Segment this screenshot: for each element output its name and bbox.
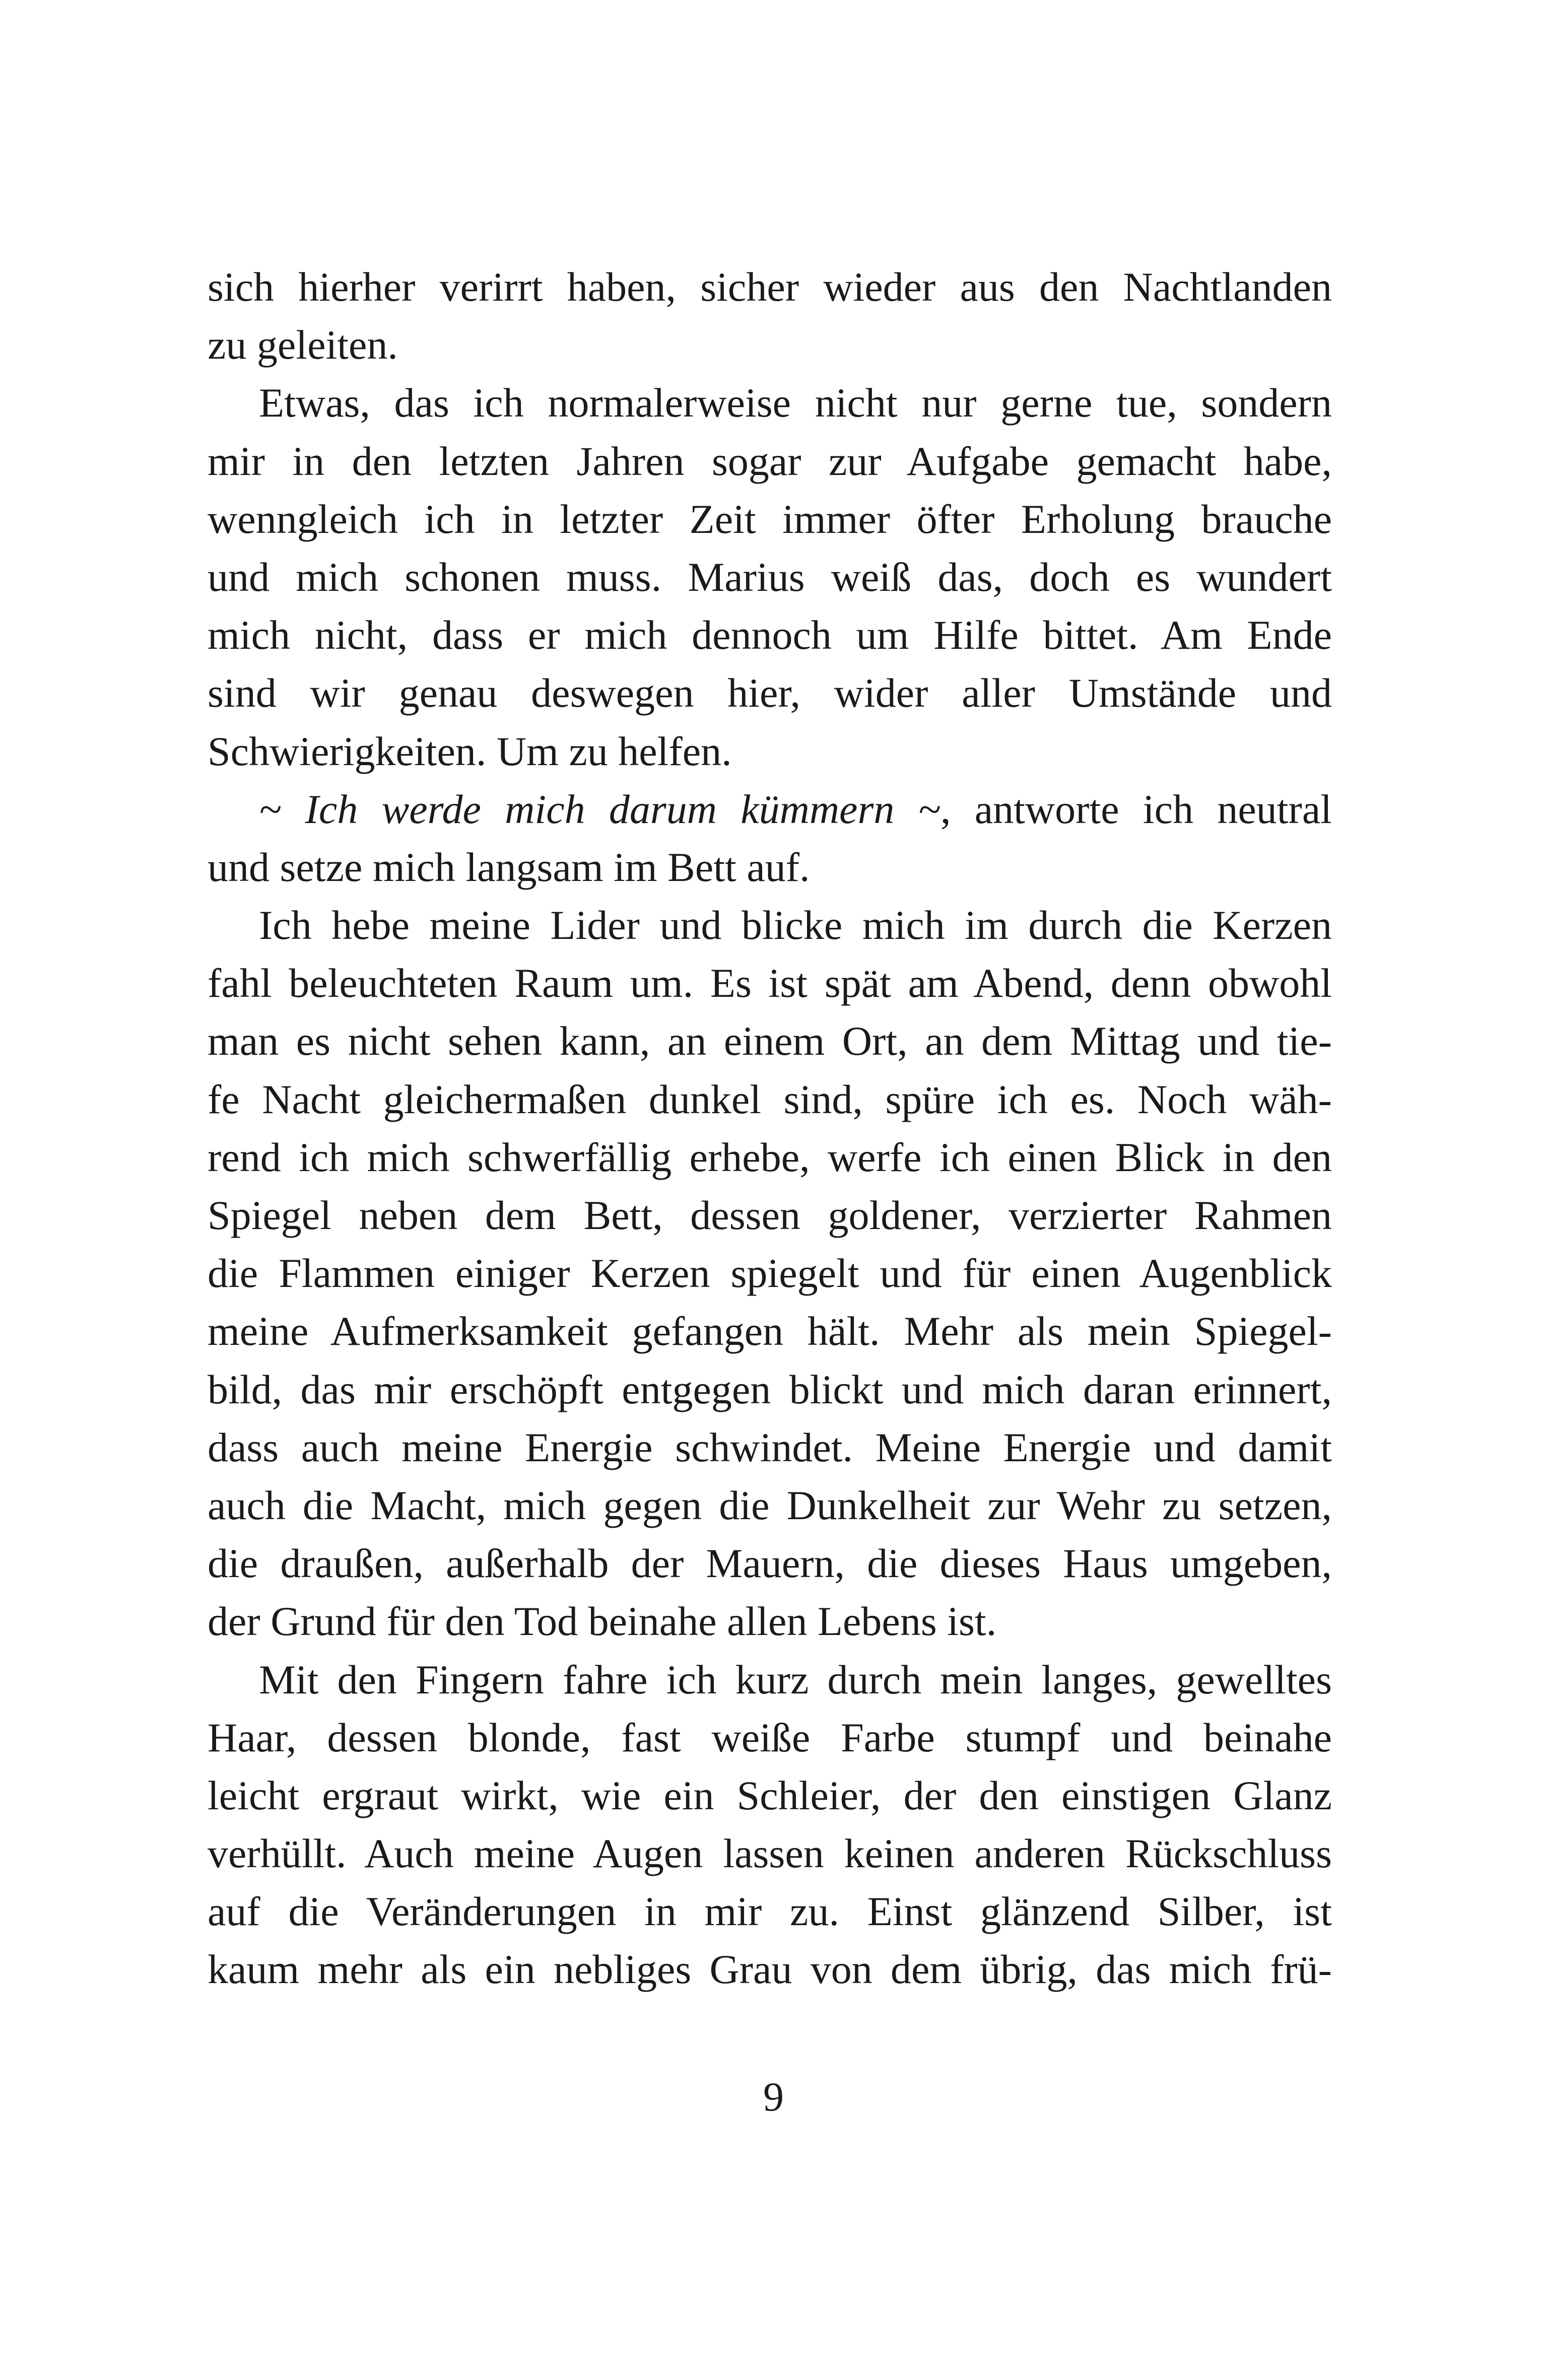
text-line: und mich schonen muss. Marius weiß das, doch es wundert — [208, 554, 1332, 600]
text-line: sind wir genau deswegen hier, wider aller Umstände und — [208, 670, 1332, 716]
text-line: der Grund für den Tod beinahe allen Lebens ist. — [208, 1598, 997, 1645]
text-line — [208, 780, 1332, 838]
text-line: Spiegel neben dem Bett, dessen goldener, verzierter Rahmen — [208, 1192, 1332, 1238]
text-line: fe Nacht gleichermaßen dunkel sind, spüre ich es. Noch wäh- — [208, 1076, 1332, 1122]
italic-speech: ~ Ich werde mich darum kümmern ~ — [259, 786, 940, 832]
text-line: bild, das mir erschöpft entgegen blickt und mich daran erinnert, — [208, 1366, 1332, 1412]
text-line: dass auch meine Energie schwindet. Meine Energie und damit — [208, 1424, 1332, 1470]
text-line: auf die Veränderungen in mir zu. Einst glänzend Silber, ist — [208, 1888, 1332, 1935]
text-line: die Flammen einiger Kerzen spiegelt und für einen Augenblick — [208, 1250, 1332, 1297]
text-line: wenngleich ich in letzter Zeit immer öfter Erholung brauche — [208, 496, 1332, 542]
text-line: mir in den letzten Jahren sogar zur Aufgabe gemacht habe, — [208, 438, 1332, 484]
text-line: und setze mich langsam im Bett auf. — [208, 844, 810, 890]
body-text — [208, 258, 1332, 1999]
text-line: Ich hebe meine Lider und blicke mich im durch die Kerzen — [259, 902, 1332, 948]
text-line: Mit den Fingern fahre ich kurz durch mein langes, gewelltes — [259, 1656, 1332, 1703]
text-line: die draußen, außerhalb der Mauern, die dieses Haus umgeben, — [208, 1540, 1332, 1587]
text-line: mich nicht, dass er mich dennoch um Hilfe bittet. Am Ende — [208, 612, 1332, 658]
text-line: zu geleiten. — [208, 322, 398, 368]
text-line: kaum mehr als ein nebliges Grau von dem übrig, das mich frü- — [208, 1946, 1332, 1993]
page-number: 9 — [763, 2074, 784, 2120]
text-line: man es nicht sehen kann, an einem Ort, an dem Mittag und tie- — [208, 1018, 1332, 1064]
text-line: auch die Macht, mich gegen die Dunkelheit zur Wehr zu setzen, — [208, 1482, 1332, 1528]
text-line: fahl beleuchteten Raum um. Es ist spät am Abend, denn obwohl — [208, 960, 1332, 1006]
text-line: sich hierher verirrt haben, sicher wieder aus den Nachtlanden — [208, 264, 1332, 310]
text-line: Etwas, das ich normalerweise nicht nur gerne tue, sondern — [259, 380, 1332, 426]
text-line: rend ich mich schwerfällig erhebe, werfe ich einen Blick in den — [208, 1134, 1332, 1180]
text-line: Schwierigkeiten. Um zu helfen. — [208, 728, 732, 774]
text-line: meine Aufmerksamkeit gefangen hält. Mehr als mein Spiegel- — [208, 1308, 1332, 1354]
text-line: leicht ergraut wirkt, wie ein Schleier, der den einstigen Glanz — [208, 1772, 1332, 1818]
text-line-rest: , antworte ich neutral — [940, 786, 1332, 832]
text-line: Haar, dessen blonde, fast weiße Farbe stumpf und beinahe — [208, 1714, 1332, 1760]
text-line: verhüllt. Auch meine Augen lassen keinen anderen Rückschluss — [208, 1830, 1332, 1877]
